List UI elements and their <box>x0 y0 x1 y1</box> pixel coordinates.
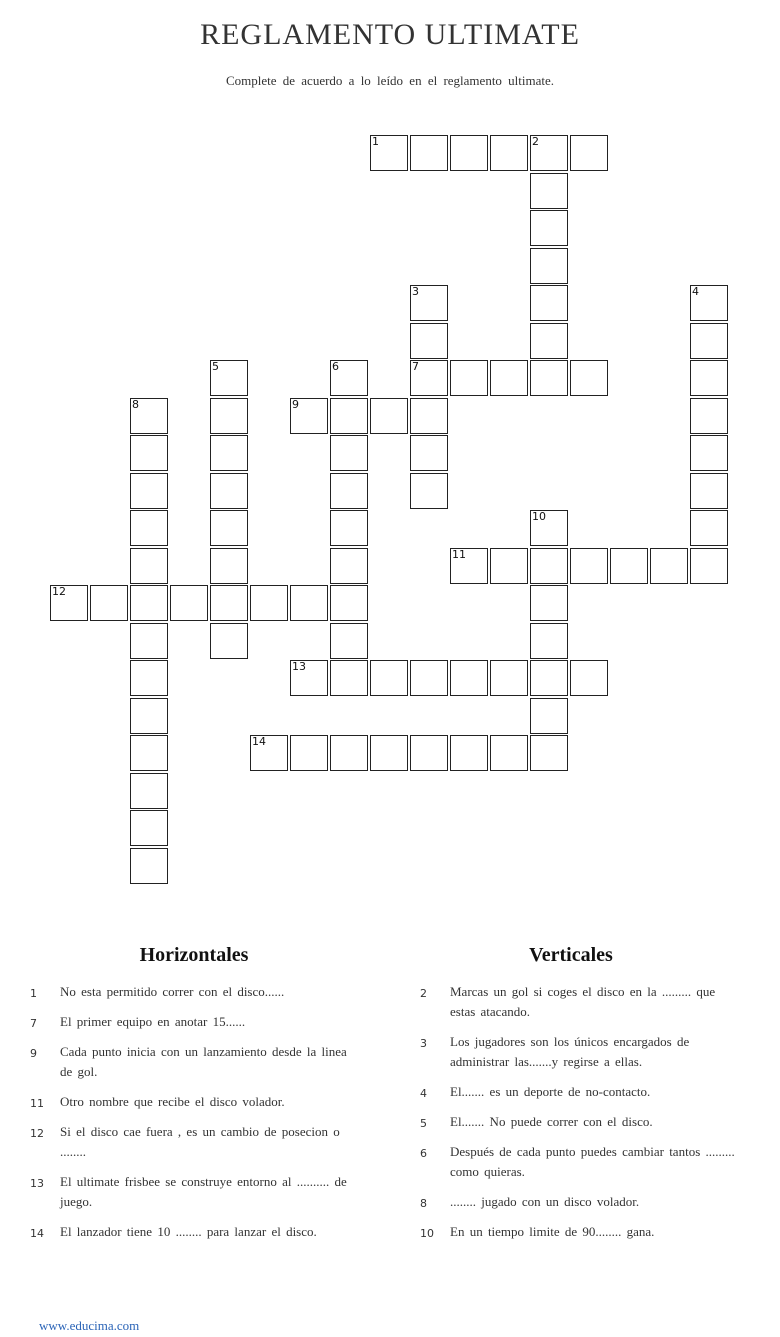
crossword-cell[interactable] <box>530 135 568 171</box>
clue-text: El primer equipo en anotar 15...... <box>60 1014 246 1029</box>
crossword-cell[interactable] <box>570 548 608 584</box>
crossword-cell[interactable] <box>210 548 248 584</box>
crossword-cell[interactable] <box>530 210 568 246</box>
cell-number: 11 <box>452 547 466 561</box>
crossword-cell[interactable] <box>450 660 488 696</box>
crossword-cell[interactable] <box>130 848 168 884</box>
crossword-cell[interactable] <box>690 548 728 584</box>
crossword-cell[interactable] <box>490 548 528 584</box>
crossword-cell[interactable] <box>410 473 448 509</box>
cell-number: 3 <box>412 285 419 298</box>
cell-number: 13 <box>292 660 306 673</box>
crossword-cell[interactable] <box>130 698 168 734</box>
vertical-heading: Verticales <box>529 944 613 966</box>
clue-item <box>420 1142 744 1182</box>
crossword-cell[interactable] <box>130 660 168 696</box>
clue-item <box>420 1112 744 1132</box>
crossword-cell[interactable] <box>690 435 728 471</box>
crossword-cell[interactable] <box>530 660 568 696</box>
crossword-cell[interactable] <box>570 660 608 696</box>
crossword-cell[interactable] <box>250 585 288 621</box>
crossword-cell[interactable] <box>530 735 568 771</box>
cell-number: 4 <box>692 285 699 298</box>
crossword-cell[interactable] <box>690 360 728 396</box>
cell-number: 6 <box>332 360 339 373</box>
crossword-cell[interactable] <box>130 810 168 846</box>
crossword-cell[interactable] <box>410 398 448 434</box>
clue-text: En un tiempo limite de 90........ gana. <box>450 1224 655 1239</box>
crossword-cell[interactable] <box>330 735 368 771</box>
clue-number: 7 <box>30 1017 37 1030</box>
clue-text: ........ jugado con un disco volador. <box>450 1194 640 1209</box>
crossword-cell[interactable] <box>530 173 568 209</box>
instructions: Complete de acuerdo a lo leído en el reglamento ultimate. <box>225 73 555 88</box>
crossword-cell[interactable] <box>130 510 168 546</box>
clue-number: 13 <box>30 1177 44 1190</box>
clue-number: 8 <box>420 1197 427 1210</box>
crossword-cell[interactable] <box>370 398 408 434</box>
crossword-cell[interactable] <box>210 435 248 471</box>
crossword-cell[interactable] <box>370 735 408 771</box>
clue-item <box>30 1012 352 1032</box>
crossword-cell[interactable] <box>330 473 368 509</box>
crossword-cell[interactable] <box>130 585 168 621</box>
crossword-cell[interactable] <box>490 360 528 396</box>
clue-text: El lanzador tiene 10 ........ para lanzar el disco. <box>60 1224 317 1239</box>
crossword-cell[interactable] <box>570 360 608 396</box>
crossword-cell[interactable] <box>690 323 728 359</box>
clue-text: Después de cada punto puedes cambiar tantos ......... como quieras. <box>450 1144 735 1179</box>
crossword-cell[interactable] <box>130 773 168 809</box>
crossword-cell[interactable] <box>530 360 568 396</box>
crossword-cell[interactable] <box>250 735 288 771</box>
horizontal-heading: Horizontales <box>139 944 249 966</box>
crossword-cell[interactable] <box>90 585 128 621</box>
clue-text: No esta permitido correr con el disco...... <box>60 984 285 999</box>
crossword-cell[interactable] <box>130 435 168 471</box>
crossword-cell[interactable] <box>530 323 568 359</box>
crossword-cell[interactable] <box>330 623 368 659</box>
crossword-cell[interactable] <box>650 548 688 584</box>
crossword-cell[interactable] <box>290 585 328 621</box>
footer-link[interactable]: www.educima.com <box>39 1318 140 1333</box>
clue-number: 3 <box>420 1037 427 1050</box>
clue-text: El....... No puede correr con el disco. <box>450 1114 653 1129</box>
crossword-cell[interactable] <box>450 548 488 584</box>
crossword-cell[interactable] <box>330 660 368 696</box>
crossword-cell[interactable] <box>530 548 568 584</box>
crossword-cell[interactable] <box>530 248 568 284</box>
clue-number: 1 <box>30 987 37 1000</box>
crossword-cell[interactable] <box>330 435 368 471</box>
clue-text: Otro nombre que recibe el disco volador. <box>60 1094 285 1109</box>
crossword-cell[interactable] <box>330 398 368 434</box>
clue-item <box>420 1082 744 1102</box>
crossword-cell[interactable] <box>130 473 168 509</box>
vertical-clue-list <box>420 982 744 1252</box>
clue-number: 4 <box>420 1087 427 1100</box>
crossword-cell[interactable] <box>290 398 328 434</box>
cell-number: 1 <box>372 135 379 148</box>
cell-number: 2 <box>532 135 539 148</box>
crossword-cell[interactable] <box>490 660 528 696</box>
crossword-cell[interactable] <box>530 623 568 659</box>
clue-number: 12 <box>30 1127 44 1140</box>
clue-number: 9 <box>30 1047 37 1060</box>
clue-text: Los jugadores son los únicos encargados de administrar las.......y regirse a ellas. <box>450 1034 690 1069</box>
crossword-cell[interactable] <box>130 623 168 659</box>
clue-number: 14 <box>30 1227 44 1240</box>
cell-number: 5 <box>212 360 219 373</box>
crossword-cell[interactable] <box>330 585 368 621</box>
cell-number: 9 <box>292 397 299 411</box>
clue-item <box>30 982 352 1002</box>
clue-text: El ultimate frisbee se construye entorno al .......... de juego. <box>60 1174 347 1209</box>
clue-item <box>420 1222 744 1242</box>
crossword-cell[interactable] <box>370 135 408 171</box>
clue-item <box>30 1222 352 1242</box>
crossword-cell[interactable] <box>410 323 448 359</box>
crossword-cell[interactable] <box>690 285 728 321</box>
clue-text: Si el disco cae fuera , es un cambio de posecion o ........ <box>60 1124 340 1159</box>
crossword-cell[interactable] <box>490 735 528 771</box>
cell-number: 7 <box>412 360 419 373</box>
clue-item <box>30 1092 352 1112</box>
crossword-cell[interactable] <box>490 135 528 171</box>
cell-number: 8 <box>132 397 139 411</box>
crossword-cell[interactable] <box>530 698 568 734</box>
crossword-cell[interactable] <box>450 735 488 771</box>
crossword-cell[interactable] <box>530 585 568 621</box>
crossword-cell[interactable] <box>530 285 568 321</box>
crossword-cell[interactable] <box>210 510 248 546</box>
clue-text: Cada punto inicia con un lanzamiento desde la linea de gol. <box>60 1044 347 1079</box>
clue-item <box>30 1122 352 1162</box>
crossword-cell[interactable] <box>410 735 448 771</box>
crossword-cell[interactable] <box>410 660 448 696</box>
crossword-cell[interactable] <box>610 548 648 584</box>
clue-number: 5 <box>420 1117 427 1130</box>
crossword-cell[interactable] <box>130 735 168 771</box>
crossword-cell[interactable] <box>330 548 368 584</box>
crossword-cell[interactable] <box>410 135 448 171</box>
cell-number: 12 <box>52 585 66 598</box>
crossword-cell[interactable] <box>370 660 408 696</box>
cell-number: 14 <box>252 735 266 748</box>
crossword-cell[interactable] <box>210 360 248 396</box>
crossword-cell[interactable] <box>450 360 488 396</box>
crossword-cell[interactable] <box>450 135 488 171</box>
crossword-cell[interactable] <box>290 735 328 771</box>
crossword-cell[interactable] <box>530 510 568 546</box>
clue-item <box>420 1032 744 1072</box>
clue-number: 6 <box>420 1147 427 1160</box>
clue-number: 11 <box>30 1097 44 1110</box>
crossword-cell[interactable] <box>690 473 728 509</box>
crossword-cell[interactable] <box>210 398 248 434</box>
horizontal-clue-list <box>30 982 352 1252</box>
crossword-cell[interactable] <box>690 510 728 546</box>
crossword-cell[interactable] <box>130 398 168 434</box>
crossword-cell[interactable] <box>570 135 608 171</box>
clue-number: 10 <box>420 1227 434 1240</box>
clue-text: El....... es un deporte de no-contacto. <box>450 1084 651 1099</box>
clue-text: Marcas un gol si coges el disco en la ......... que estas atacando. <box>450 984 716 1019</box>
crossword-cell[interactable] <box>330 510 368 546</box>
page-title: REGLAMENTO ULTIMATE <box>200 18 580 51</box>
clue-item <box>420 1192 744 1212</box>
crossword-cell[interactable] <box>690 398 728 434</box>
crossword-cell[interactable] <box>410 285 448 321</box>
crossword-cell[interactable] <box>50 585 88 621</box>
crossword-cell[interactable] <box>210 473 248 509</box>
crossword-cell[interactable] <box>290 660 328 696</box>
crossword-cell[interactable] <box>330 360 368 396</box>
crossword-cell[interactable] <box>410 360 448 396</box>
clue-item <box>420 982 744 1022</box>
crossword-cell[interactable] <box>210 623 248 659</box>
crossword-cell[interactable] <box>130 548 168 584</box>
crossword-cell[interactable] <box>170 585 208 621</box>
crossword-cell[interactable] <box>410 435 448 471</box>
clue-item <box>30 1042 352 1082</box>
cell-number: 10 <box>532 510 546 523</box>
crossword-cell[interactable] <box>210 585 248 621</box>
clue-item <box>30 1172 352 1212</box>
clue-number: 2 <box>420 987 427 1000</box>
